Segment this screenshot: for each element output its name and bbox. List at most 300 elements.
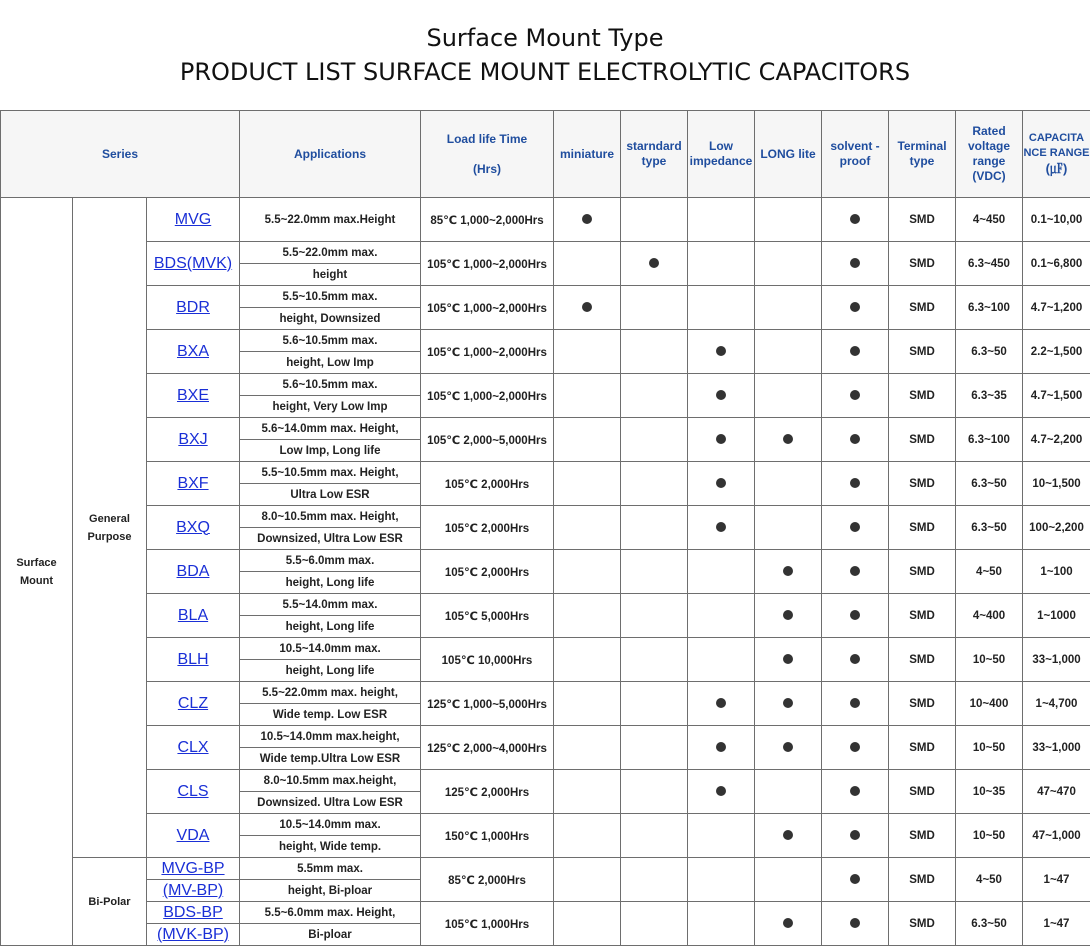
long-life-cell [755, 638, 822, 682]
series-link[interactable]: CLX [177, 739, 208, 756]
series-link[interactable]: BDS(MVK) [154, 255, 232, 272]
voltage-cell: 6.3~50 [956, 330, 1023, 374]
application-cell: 5.5~10.5mm max. Height, [240, 462, 421, 484]
table-row [1, 374, 1090, 396]
voltage-cell: 10~50 [956, 726, 1023, 770]
standard-cell [621, 462, 688, 506]
application-cell-sub: Ultra Low ESR [240, 484, 421, 506]
application-cell-sub: Bi-ploar [240, 924, 421, 946]
group-surface-line1: Surface [16, 557, 56, 569]
low-impedance-cell [688, 242, 755, 286]
standard-cell [621, 286, 688, 330]
load-life-cell: 105℃ 2,000~5,000Hrs [421, 418, 554, 462]
bullet-dot-icon [783, 918, 793, 928]
long-life-cell [755, 374, 822, 418]
capacitance-cell: 0.1~10,00 [1023, 198, 1090, 242]
header-row [1, 111, 1090, 198]
series-link[interactable]: BDS-BP [163, 904, 223, 921]
series-cell [147, 330, 240, 374]
voltage-cell: 6.3~50 [956, 902, 1023, 946]
header-rated-line2: voltage [968, 139, 1010, 153]
header-low-imp-line1: Low [709, 139, 733, 153]
header-applications: Applications [240, 111, 421, 198]
bullet-dot-icon [783, 742, 793, 752]
table-row [1, 594, 1090, 616]
voltage-cell: 6.3~35 [956, 374, 1023, 418]
application-cell-sub: height, Long life [240, 616, 421, 638]
header-rated-line4: (VDC) [972, 169, 1005, 183]
bullet-dot-icon [716, 434, 726, 444]
application-cell: 5.6~10.5mm max. [240, 374, 421, 396]
terminal-cell: SMD [889, 462, 956, 506]
application-cell: 10.5~14.0mm max. [240, 814, 421, 836]
long-life-cell [755, 286, 822, 330]
application-cell-sub: Wide temp. Low ESR [240, 704, 421, 726]
page-title: Surface Mount Type [0, 24, 1090, 52]
table-row [1, 814, 1090, 836]
voltage-cell: 4~400 [956, 594, 1023, 638]
terminal-cell: SMD [889, 638, 956, 682]
capacitance-cell: 33~1,000 [1023, 638, 1090, 682]
bullet-dot-icon [716, 346, 726, 356]
long-life-cell [755, 858, 822, 902]
series-link[interactable]: BXF [177, 475, 208, 492]
voltage-cell: 10~400 [956, 682, 1023, 726]
capacitance-cell: 1~47 [1023, 902, 1090, 946]
series-link[interactable]: BXQ [176, 519, 210, 536]
header-miniature: miniature [554, 111, 621, 198]
header-capacitance [1023, 111, 1090, 198]
table-row [1, 330, 1090, 352]
solvent-proof-cell [822, 374, 889, 418]
series-link[interactable]: VDA [177, 827, 210, 844]
miniature-cell [554, 198, 621, 242]
long-life-cell [755, 814, 822, 858]
standard-cell [621, 902, 688, 946]
series-cell [147, 418, 240, 462]
low-impedance-cell [688, 726, 755, 770]
application-cell-sub: height, Bi-ploar [240, 880, 421, 902]
bullet-dot-icon [850, 346, 860, 356]
group-surface-line2: Mount [20, 575, 53, 587]
low-impedance-cell [688, 682, 755, 726]
bullet-dot-icon [716, 786, 726, 796]
bullet-dot-icon [716, 698, 726, 708]
load-life-cell: 105℃ 1,000~2,000Hrs [421, 242, 554, 286]
application-cell: 5.5mm max. [240, 858, 421, 880]
terminal-cell: SMD [889, 682, 956, 726]
table-row [1, 638, 1090, 660]
table-row [1, 242, 1090, 264]
miniature-cell [554, 858, 621, 902]
low-impedance-cell [688, 330, 755, 374]
application-cell-sub: height, Long life [240, 572, 421, 594]
voltage-cell: 6.3~100 [956, 286, 1023, 330]
standard-cell [621, 374, 688, 418]
series-link[interactable]: BXJ [178, 431, 207, 448]
application-cell: 5.5~22.0mm max. height, [240, 682, 421, 704]
long-life-cell [755, 418, 822, 462]
application-cell-sub: height [240, 264, 421, 286]
table-body [1, 198, 1090, 946]
voltage-cell: 4~450 [956, 198, 1023, 242]
capacitance-cell: 10~1,500 [1023, 462, 1090, 506]
voltage-cell: 10~50 [956, 638, 1023, 682]
standard-cell [621, 330, 688, 374]
table-row [1, 462, 1090, 484]
header-terminal [889, 111, 956, 198]
application-cell-sub: height, Downsized [240, 308, 421, 330]
standard-cell [621, 770, 688, 814]
voltage-cell: 6.3~50 [956, 462, 1023, 506]
bullet-dot-icon [783, 654, 793, 664]
table-row [1, 506, 1090, 528]
load-life-cell: 150℃ 1,000Hrs [421, 814, 554, 858]
bullet-dot-icon [716, 522, 726, 532]
header-load-life [421, 111, 554, 198]
standard-cell [621, 198, 688, 242]
low-impedance-cell [688, 638, 755, 682]
series-cell [147, 594, 240, 638]
application-cell-sub: Low Imp, Long life [240, 440, 421, 462]
application-cell: 5.6~14.0mm max. Height, [240, 418, 421, 440]
bullet-dot-icon [850, 874, 860, 884]
standard-cell [621, 726, 688, 770]
miniature-cell [554, 374, 621, 418]
header-low-imp-line2: impedance [690, 154, 753, 168]
load-life-cell: 105℃ 1,000~2,000Hrs [421, 330, 554, 374]
miniature-cell [554, 418, 621, 462]
header-rated-voltage [956, 111, 1023, 198]
capacitance-cell: 2.2~1,500 [1023, 330, 1090, 374]
miniature-cell [554, 814, 621, 858]
header-rated-line3: range [973, 154, 1006, 168]
series-cell [147, 462, 240, 506]
bullet-dot-icon [716, 742, 726, 752]
low-impedance-cell [688, 770, 755, 814]
bullet-dot-icon [850, 566, 860, 576]
standard-cell [621, 242, 688, 286]
voltage-cell: 4~50 [956, 550, 1023, 594]
series-link[interactable]: BDA [177, 563, 210, 580]
solvent-proof-cell [822, 418, 889, 462]
bullet-dot-icon [850, 258, 860, 268]
header-cap-line1: CAPACITA [1029, 132, 1084, 144]
bullet-dot-icon [850, 390, 860, 400]
long-life-cell [755, 770, 822, 814]
bullet-dot-icon [783, 434, 793, 444]
load-life-cell: 85℃ 2,000Hrs [421, 858, 554, 902]
miniature-cell [554, 462, 621, 506]
solvent-proof-cell [822, 198, 889, 242]
bullet-dot-icon [649, 258, 659, 268]
capacitance-cell: 1~1000 [1023, 594, 1090, 638]
terminal-cell: SMD [889, 858, 956, 902]
header-rated-line1: Rated [972, 124, 1005, 138]
group-general-line1: General [89, 513, 130, 525]
load-life-cell: 105℃ 2,000Hrs [421, 550, 554, 594]
terminal-cell: SMD [889, 506, 956, 550]
standard-cell [621, 550, 688, 594]
standard-cell [621, 506, 688, 550]
header-load-life-line1: Load life Time [447, 132, 527, 146]
header-terminal-line1: Terminal [897, 139, 946, 153]
long-life-cell [755, 330, 822, 374]
series-cell [147, 858, 240, 880]
series-cell [147, 198, 240, 242]
application-cell-sub: Downsized, Ultra Low ESR [240, 528, 421, 550]
header-low-impedance [688, 111, 755, 198]
capacitance-cell: 1~4,700 [1023, 682, 1090, 726]
application-cell-sub: height, Low Imp [240, 352, 421, 374]
header-cap-line3: (㎌) [1046, 161, 1068, 176]
bullet-dot-icon [850, 302, 860, 312]
header-load-life-line2: (Hrs) [473, 162, 501, 176]
application-cell: 10.5~14.0mm max. [240, 638, 421, 660]
low-impedance-cell [688, 858, 755, 902]
solvent-proof-cell [822, 902, 889, 946]
low-impedance-cell [688, 550, 755, 594]
application-cell-sub: height, Very Low Imp [240, 396, 421, 418]
header-standard [621, 111, 688, 198]
group-bi-polar: Bi-Polar [73, 858, 147, 946]
series-link-sub[interactable]: (MV-BP) [163, 882, 223, 899]
header-solvent-line2: proof [840, 154, 871, 168]
series-link[interactable]: MVG [175, 211, 211, 228]
application-cell-sub: Downsized. Ultra Low ESR [240, 792, 421, 814]
terminal-cell: SMD [889, 770, 956, 814]
load-life-cell: 125℃ 2,000Hrs [421, 770, 554, 814]
series-link[interactable]: CLZ [178, 695, 208, 712]
page-subtitle: PRODUCT LIST SURFACE MOUNT ELECTROLYTIC CAPACITORS [0, 58, 1090, 86]
solvent-proof-cell [822, 638, 889, 682]
bullet-dot-icon [850, 610, 860, 620]
miniature-cell [554, 682, 621, 726]
bullet-dot-icon [582, 214, 592, 224]
terminal-cell: SMD [889, 242, 956, 286]
miniature-cell [554, 506, 621, 550]
terminal-cell: SMD [889, 594, 956, 638]
series-cell [147, 726, 240, 770]
header-solvent-proof [822, 111, 889, 198]
low-impedance-cell [688, 814, 755, 858]
capacitance-cell: 1~47 [1023, 858, 1090, 902]
product-table [0, 110, 1090, 946]
application-cell-sub: height, Long life [240, 660, 421, 682]
capacitance-cell: 4.7~1,500 [1023, 374, 1090, 418]
series-link[interactable]: BXA [177, 343, 209, 360]
bullet-dot-icon [783, 830, 793, 840]
table-row [1, 418, 1090, 440]
series-cell [147, 550, 240, 594]
long-life-cell [755, 506, 822, 550]
load-life-cell: 105℃ 10,000Hrs [421, 638, 554, 682]
series-cell [147, 638, 240, 682]
standard-cell [621, 814, 688, 858]
load-life-cell: 105℃ 2,000Hrs [421, 506, 554, 550]
terminal-cell: SMD [889, 902, 956, 946]
low-impedance-cell [688, 902, 755, 946]
standard-cell [621, 858, 688, 902]
series-link-sub[interactable]: (MVK-BP) [157, 926, 229, 943]
bullet-dot-icon [850, 522, 860, 532]
header-solvent-line1: solvent - [830, 139, 879, 153]
long-life-cell [755, 462, 822, 506]
series-cell [147, 286, 240, 330]
solvent-proof-cell [822, 462, 889, 506]
application-cell-sub: height, Wide temp. [240, 836, 421, 858]
low-impedance-cell [688, 462, 755, 506]
table-row [1, 550, 1090, 572]
header-standard-line2: type [642, 154, 667, 168]
low-impedance-cell [688, 286, 755, 330]
bullet-dot-icon [850, 786, 860, 796]
series-cell [147, 682, 240, 726]
load-life-cell: 85℃ 1,000~2,000Hrs [421, 198, 554, 242]
application-cell: 10.5~14.0mm max.height, [240, 726, 421, 748]
terminal-cell: SMD [889, 418, 956, 462]
application-cell: 5.5~6.0mm max. Height, [240, 902, 421, 924]
voltage-cell: 4~50 [956, 858, 1023, 902]
series-link[interactable]: BLH [177, 651, 208, 668]
terminal-cell: SMD [889, 374, 956, 418]
solvent-proof-cell [822, 858, 889, 902]
solvent-proof-cell [822, 814, 889, 858]
table-row [1, 770, 1090, 792]
miniature-cell [554, 242, 621, 286]
series-cell [147, 814, 240, 858]
voltage-cell: 10~50 [956, 814, 1023, 858]
voltage-cell: 6.3~100 [956, 418, 1023, 462]
application-cell: 8.0~10.5mm max.height, [240, 770, 421, 792]
terminal-cell: SMD [889, 814, 956, 858]
solvent-proof-cell [822, 286, 889, 330]
voltage-cell: 6.3~450 [956, 242, 1023, 286]
capacitance-cell: 33~1,000 [1023, 726, 1090, 770]
bullet-dot-icon [850, 434, 860, 444]
long-life-cell [755, 594, 822, 638]
application-cell: 5.5~14.0mm max. [240, 594, 421, 616]
capacitance-cell: 4.7~1,200 [1023, 286, 1090, 330]
solvent-proof-cell [822, 506, 889, 550]
long-life-cell [755, 550, 822, 594]
low-impedance-cell [688, 506, 755, 550]
table-row [1, 682, 1090, 704]
header-cap-line2: NCE RANGE [1023, 147, 1089, 159]
load-life-cell: 105℃ 1,000~2,000Hrs [421, 374, 554, 418]
capacitance-cell: 4.7~2,200 [1023, 418, 1090, 462]
table-row [1, 902, 1090, 924]
capacitance-cell: 47~1,000 [1023, 814, 1090, 858]
bullet-dot-icon [783, 566, 793, 576]
application-cell: 5.5~22.0mm max. [240, 242, 421, 264]
series-cell [147, 770, 240, 814]
long-life-cell [755, 682, 822, 726]
solvent-proof-cell [822, 770, 889, 814]
standard-cell [621, 638, 688, 682]
application-cell: 5.6~10.5mm max. [240, 330, 421, 352]
series-link[interactable]: BLA [178, 607, 208, 624]
miniature-cell [554, 726, 621, 770]
series-cell [147, 374, 240, 418]
terminal-cell: SMD [889, 286, 956, 330]
table-row [1, 726, 1090, 748]
series-link[interactable]: BXE [177, 387, 209, 404]
header-standard-line1: starndard [626, 139, 681, 153]
bullet-dot-icon [716, 478, 726, 488]
voltage-cell: 10~35 [956, 770, 1023, 814]
capacitance-cell: 0.1~6,800 [1023, 242, 1090, 286]
low-impedance-cell [688, 418, 755, 462]
series-link[interactable]: MVG-BP [161, 860, 224, 877]
long-life-cell [755, 198, 822, 242]
load-life-cell: 105℃ 5,000Hrs [421, 594, 554, 638]
long-life-cell [755, 726, 822, 770]
bullet-dot-icon [783, 698, 793, 708]
solvent-proof-cell [822, 330, 889, 374]
bullet-dot-icon [716, 390, 726, 400]
bullet-dot-icon [850, 830, 860, 840]
load-life-cell: 125℃ 1,000~5,000Hrs [421, 682, 554, 726]
bullet-dot-icon [850, 698, 860, 708]
miniature-cell [554, 594, 621, 638]
group-surface-mount [1, 198, 73, 946]
application-cell: 5.5~22.0mm max.Height [240, 198, 421, 242]
solvent-proof-cell [822, 726, 889, 770]
bullet-dot-icon [850, 918, 860, 928]
header-terminal-line2: type [910, 154, 935, 168]
bullet-dot-icon [783, 610, 793, 620]
solvent-proof-cell [822, 242, 889, 286]
bullet-dot-icon [582, 302, 592, 312]
bullet-dot-icon [850, 742, 860, 752]
long-life-cell [755, 902, 822, 946]
capacitance-cell: 100~2,200 [1023, 506, 1090, 550]
miniature-cell [554, 550, 621, 594]
miniature-cell [554, 902, 621, 946]
voltage-cell: 6.3~50 [956, 506, 1023, 550]
group-general-line2: Purpose [87, 531, 131, 543]
application-cell: 5.5~10.5mm max. [240, 286, 421, 308]
load-life-cell: 105℃ 1,000~2,000Hrs [421, 286, 554, 330]
load-life-cell: 105℃ 2,000Hrs [421, 462, 554, 506]
application-cell: 5.5~6.0mm max. [240, 550, 421, 572]
series-cell-sub [147, 924, 240, 946]
application-cell-sub: Wide temp.Ultra Low ESR [240, 748, 421, 770]
terminal-cell: SMD [889, 726, 956, 770]
standard-cell [621, 594, 688, 638]
low-impedance-cell [688, 374, 755, 418]
standard-cell [621, 418, 688, 462]
miniature-cell [554, 330, 621, 374]
load-life-cell: 125℃ 2,000~4,000Hrs [421, 726, 554, 770]
table-row [1, 858, 1090, 880]
solvent-proof-cell [822, 550, 889, 594]
application-cell: 8.0~10.5mm max. Height, [240, 506, 421, 528]
long-life-cell [755, 242, 822, 286]
miniature-cell [554, 286, 621, 330]
series-link[interactable]: CLS [177, 783, 208, 800]
header-long-life: LONG lite [755, 111, 822, 198]
bullet-dot-icon [850, 478, 860, 488]
miniature-cell [554, 638, 621, 682]
series-cell [147, 242, 240, 286]
miniature-cell [554, 770, 621, 814]
terminal-cell: SMD [889, 330, 956, 374]
series-link[interactable]: BDR [176, 299, 210, 316]
series-cell [147, 506, 240, 550]
terminal-cell: SMD [889, 550, 956, 594]
